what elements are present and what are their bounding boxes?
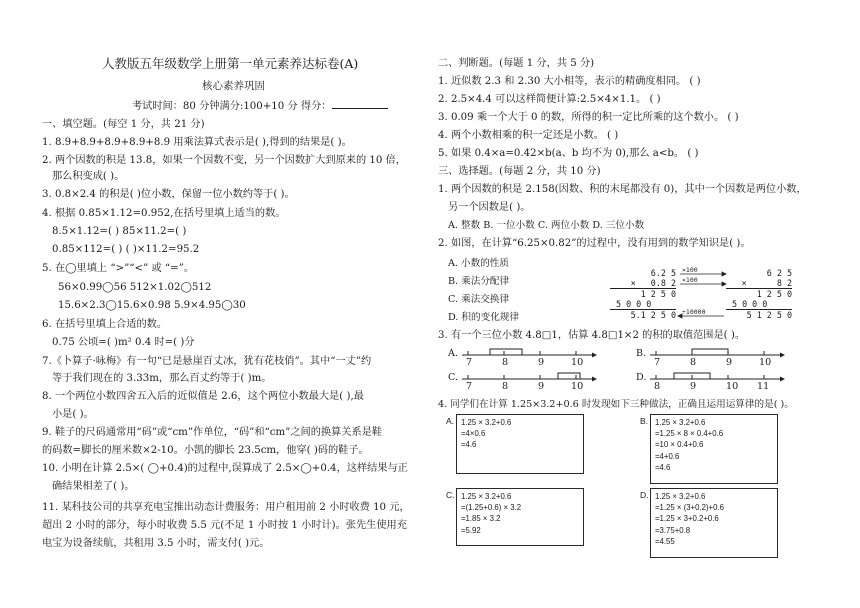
box-b-line-4: =4+0.6	[655, 451, 680, 461]
option-box-c	[456, 488, 584, 546]
question-4: 4. 根据 0.85×1.12=0.952,在括号里填上适当的数。	[42, 208, 286, 219]
box-b-line-3: =10 × 0.4+0.6	[655, 440, 704, 450]
question-11-line-1: 11. 某科技公司的共享充电宝推出动态计费服务：用户租用前 2 小时收费 10 元，	[42, 502, 410, 513]
arrow-label-3: ÷10000	[682, 308, 706, 316]
question-7-line-2: 等于我们现在的 3.33m，那么百丈约等于( )m。	[52, 373, 272, 384]
question-9-line-2: 的码数=脚长的厘米数×2-10。小凯的脚长 23.5cm，他穿( )码的鞋子。	[42, 445, 369, 456]
number-line-b-tick-2: 8	[690, 357, 697, 368]
question-3: 3. 0.8×2.4 的积是( )位小数，保留一位小数约等于( )。	[42, 189, 295, 200]
judge-5: 5. 如果 0.4×a=0.42×b(a、b 均不为 0),那么 a<b。 ( )	[438, 148, 699, 159]
section-judge-title: 二、判断题。(每题 1 分，共 5 分)	[438, 58, 595, 69]
arrow-label-2: ×100	[682, 276, 698, 284]
calc-right-line-5: 5 1 2 5 0	[746, 310, 792, 320]
calc-right-line-4: 5 0 0 0	[726, 299, 792, 310]
calc-right	[726, 268, 792, 320]
number-line-d-tick-1: 8	[654, 381, 661, 392]
page-title: 人教版五年级数学上册第一单元素养达标卷(A)	[102, 56, 359, 71]
number-line-c-tick-3: 9	[538, 381, 545, 392]
choice-1-options: A. 整数 B. 一位小数 C. 两位小数 D. 三位小数	[448, 220, 645, 231]
choice-1-line-2: 另一个因数是( )。	[448, 202, 531, 213]
number-line-b-label: B.	[636, 348, 647, 359]
box-a-label: A.	[446, 416, 455, 426]
calc-left-line-5: 5.1 2 5 0	[630, 310, 676, 320]
judge-2: 2. 2.5×4.4 可以这样简便计算:2.5×4×1.1。 ( )	[438, 94, 661, 105]
option-box-a	[456, 414, 584, 474]
question-11-line-2: 超出 2 小时的部分，每小时收费 5.5 元(不足 1 小时按 1 小时计)。张先生使用充	[42, 520, 407, 531]
box-b-label: B.	[640, 416, 649, 426]
choice-4: 4. 同学们在计算 1.25×3.2+0.6 时发现如下三种做法，正确且运用运算律的是( )。	[438, 399, 794, 410]
question-6-row: 0.75 公顷=( )m² 0.4 时=( )分	[52, 337, 195, 348]
judge-4: 4. 两个小数相乘的积一定还是小数。 ( )	[438, 130, 619, 141]
box-a-line-1: 1.25 × 3.2+0.6	[461, 418, 512, 427]
option-box-b	[650, 414, 778, 484]
choice-2-option-c: C. 乘法交换律	[448, 294, 510, 305]
score-blank[interactable]	[332, 98, 388, 109]
calc-right-line-1: 6 2 5	[746, 268, 792, 278]
judge-1: 1. 近似数 2.3 和 2.30 大小相等，表示的精确度相同。 ( )	[438, 76, 701, 87]
calc-left-line-3: 1 2 5 0	[630, 289, 676, 299]
question-4-row-2: 0.85×112=( ) ( )×11.2=95.2	[52, 244, 200, 255]
number-line-d-tick-3: 10	[726, 381, 739, 392]
number-line-a-tick-3: 9	[538, 357, 545, 368]
number-line-d-label: D.	[636, 372, 647, 383]
question-1: 1. 8.9+8.9+8.9+8.9+8.9 用乘法算式表示是( ),得到的结果是( )。	[42, 137, 352, 148]
question-2-line-1: 2. 两个因数的积是 13.8，如果一个因数不变，另一个因数扩大到原来的 10 倍，	[42, 155, 406, 166]
exam-info	[132, 98, 388, 113]
question-8-line-2: 小是( )。	[52, 409, 94, 420]
exam-info-text: 考试时间：80 分钟满分:100+10 分 得分：	[132, 101, 332, 112]
arrow-label-1: ×100	[682, 266, 698, 274]
number-line-a-tick-4: 10	[571, 357, 584, 368]
question-5-row-2: 15.6×2.3◯15.6×0.98 5.9×4.95◯30	[58, 300, 246, 311]
question-8-line-1: 8. 一个两位小数四舍五入后的近似值是 2.6，这个两位小数最大是( ),最	[42, 391, 364, 402]
number-line-d-tick-2: 9	[690, 381, 697, 392]
section-choice-title: 三、选择题。(每题 2 分，共 10 分)	[438, 166, 601, 177]
box-b-line-5: =4.6	[655, 462, 671, 472]
box-c-label: C.	[446, 490, 455, 500]
box-c-line-4: =5.92	[461, 525, 481, 535]
number-line-b-tick-1: 7	[654, 357, 661, 368]
calc-left	[610, 268, 676, 320]
question-4-row-1: 8.5×1.12=( ) 85×11.2=( )	[52, 226, 187, 237]
number-line-a-label: A.	[448, 348, 458, 359]
number-line-d-tick-4: 11	[757, 381, 770, 392]
calc-left-line-2: × 0.8 2	[610, 278, 676, 289]
calc-right-line-2: × 8 2	[726, 278, 792, 289]
question-2-line-2: 那么积变成( )。	[52, 171, 125, 182]
choice-2: 2. 如图，在计算“6.25×0.82”的过程中，没有用到的数学知识是( )。	[438, 238, 751, 249]
calc-right-line-3: 1 2 5 0	[746, 289, 792, 299]
question-10-line-2: 确结果相差了( )。	[52, 481, 135, 492]
question-10-line-1: 10. 小明在计算 2.5×( ◯+0.4)的过程中,误算成了 2.5×◯+0.4，这样结果与正	[42, 463, 408, 474]
box-b-line-1: 1.25 × 3.2+0.6	[655, 418, 706, 427]
question-11-line-3: 电宝为设备续航，共租用 3.5 小时，需支付( )元。	[42, 538, 270, 549]
section-fill-in-title: 一、填空题。(每空 1 分，共 21 分)	[42, 119, 205, 130]
box-a-line-2: =4×0.6	[461, 429, 486, 439]
number-line-c-label: C.	[448, 372, 459, 383]
box-c-line-1: 1.25 × 3.2+0.6	[461, 492, 512, 501]
box-d-line-4: =3.75+0.8	[655, 525, 691, 535]
box-c-line-3: =1.85 × 3.2	[461, 514, 501, 524]
question-5: 5. 在◯里填上 “>”“<” 或 “=”。	[42, 263, 195, 274]
question-5-row-1: 56×0.99◯56 512×1.02◯512	[58, 282, 212, 293]
number-line-c-tick-1: 7	[466, 381, 473, 392]
choice-2-option-b: B. 乘法分配律	[448, 276, 510, 287]
question-9-line-1: 9. 鞋子的尺码通常用“码”或“cm”作单位，“码”和“cm”之间的换算关系是鞋	[42, 427, 383, 438]
number-line-b-tick-3: 9	[726, 357, 733, 368]
judge-3: 3. 0.09 乘一个大于 0 的数，所得的积一定比所乘的这个数小。 ( )	[438, 112, 739, 123]
box-d-line-1: 1.25 × 3.2+0.6	[655, 492, 706, 501]
number-line-c-tick-4: 10	[571, 381, 584, 392]
box-a-line-3: =4.6	[461, 440, 477, 450]
option-box-d	[650, 488, 778, 558]
choice-2-option-a: A. 小数的性质	[448, 258, 509, 269]
box-b-line-2: =1.25 × 8 × 0.4+0.6	[655, 429, 724, 439]
number-line-a-tick-2: 8	[502, 357, 509, 368]
number-line-c-tick-2: 8	[502, 381, 509, 392]
question-6: 6. 在括号里填上合适的数。	[42, 319, 168, 330]
choice-3: 3. 有一个三位小数 4.8□1，估算 4.8□1×2 的积的取值范围是( )。	[438, 330, 746, 341]
choice-2-option-d: D. 积的变化规律	[448, 312, 520, 323]
number-line-a-tick-1: 7	[466, 357, 473, 368]
calc-left-line-1: 6.2 5	[640, 268, 676, 278]
box-c-line-2: =(1.25+0.6) × 3.2	[461, 503, 522, 513]
question-7-line-1: 7.《卜算子·咏梅》有一句“已是悬崖百丈冰，犹有花枝俏”。其中“一丈”约	[42, 356, 372, 367]
page-subtitle: 核心素养巩固	[202, 80, 265, 92]
box-d-line-5: =4.55	[655, 536, 675, 546]
box-d-line-3: =1.25 × 3+0.2+0.6	[655, 514, 719, 524]
number-line-b-tick-4: 10	[759, 357, 772, 368]
box-d-label: D.	[640, 490, 649, 500]
calc-left-line-4: 5 0 0 0	[610, 299, 676, 310]
choice-1-line-1: 1. 两个因数的积是 2.158(因数、积的末尾都没有 0)，其中一个因数是两位小数，	[438, 184, 807, 195]
calc-arrows	[676, 262, 728, 322]
box-d-line-2: =1.25 × (3+0.2)+0.6	[655, 503, 724, 513]
